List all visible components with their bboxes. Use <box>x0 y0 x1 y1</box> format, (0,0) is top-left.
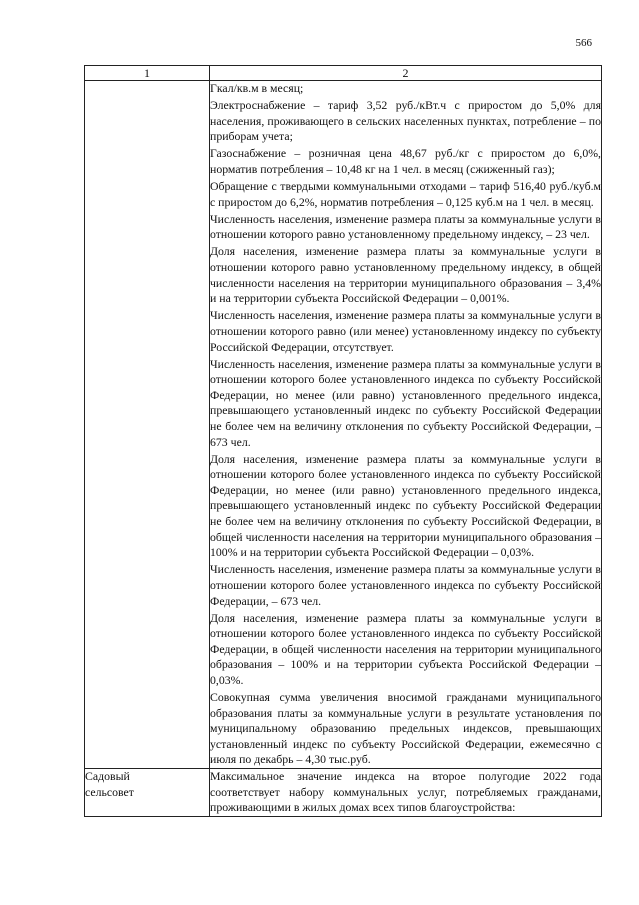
paragraph: Доля населения, изменение размера платы за коммунальные услуги в отношении которого равно установленному предельному индексу, в общей численности населения на территории муниципального образования – 3,4% и на территории субъекта Российской Федерации – 0,001%. <box>210 244 601 306</box>
paragraph: Доля населения, изменение размера платы за коммунальные услуги в отношении которого более установленного индекса по субъекту Российской Федерации, но менее (или равно) установленного предельного индекса, превышающего установленный индекс по субъекту Российской Федерации не более чем на величину отклонения по субъекту Российской Федерации, в общей численности населения на территории муниципального образования – 100% и на территории субъекта Российской Федерации – 0,03%. <box>210 451 601 560</box>
paragraph: Доля населения, изменение размера платы за коммунальные услуги в отношении которого более установленного индекса по субъекту Российской Федерации, в общей численности населения на территории муниципального образования – 100% и на территории субъекта Российской Федерации – 0,03%. <box>210 610 601 687</box>
column-header-1: 1 <box>85 66 210 81</box>
settlement-cell <box>85 81 210 769</box>
paragraph: Электроснабжение – тариф 3,52 руб./кВт.ч с приростом до 5,0% для населения, проживающего в сельских населенных пунктах, потребление – по приборам учета; <box>210 98 601 144</box>
description-cell <box>210 81 602 769</box>
paragraph: Численность населения, изменение размера платы за коммунальные услуги в отношении которого равно (или менее) установленному индексу по субъекту Российской Федерации, отсутствует. <box>210 308 601 354</box>
description-cell <box>210 769 602 817</box>
paragraph: Численность населения, изменение размера платы за коммунальные услуги в отношении которого равно установленному предельному индексу, – 23 чел. <box>210 211 601 242</box>
paragraph: Гкал/кв.м в месяц; <box>210 81 304 95</box>
paragraph: Обращение с твердыми коммунальными отходами – тариф 516,40 руб./куб.м с приростом до 6,2%, норматив потребления – 0,125 куб.м на 1 чел. в месяц. <box>210 179 601 209</box>
column-header-2: 2 <box>210 66 602 81</box>
table-row <box>85 81 602 769</box>
settlement-name-line: Садовый <box>85 769 130 784</box>
table-row <box>85 769 602 817</box>
page-number: 566 <box>575 37 592 49</box>
paragraph: Численность населения, изменение размера платы за коммунальные услуги в отношении которого более установленного индекса по субъекту Российской Федерации, – 673 чел. <box>210 562 601 608</box>
paragraph: Максимальное значение индекса на второе полугодие 2022 года соответствует набору коммунальных услуг, потребляемых гражданами, проживающими в жилых домах всех типов благоустройства: <box>210 769 601 815</box>
settlement-cell <box>85 769 210 817</box>
paragraph: Совокупная сумма увеличения вносимой гражданами муниципального образования платы за коммунальные услуги в результате установления по муниципальному образованию предельных индексов, превышающих установленный индекс по субъекту Российской Федерации, ежемесячно с июля по декабрь – 4,30 тыс.руб. <box>210 690 601 767</box>
tariff-table <box>84 65 602 817</box>
table-header-row <box>85 66 602 81</box>
settlement-name-line: сельсовет <box>85 784 134 799</box>
paragraph: Численность населения, изменение размера платы за коммунальные услуги в отношении которого более установленного индекса по субъекту Российской Федерации, но менее (или равно) установленного предельного индекса, превышающего установленный индекс по субъекту Российской Федерации не более чем на величину отклонения по субъекту Российской Федерации, – 673 чел. <box>210 356 601 449</box>
paragraph: Газоснабжение – розничная цена 48,67 руб./кг с приростом до 6,0%, норматив потребления – 10,48 кг на 1 чел. в месяц (сжиженный газ); <box>210 146 601 176</box>
